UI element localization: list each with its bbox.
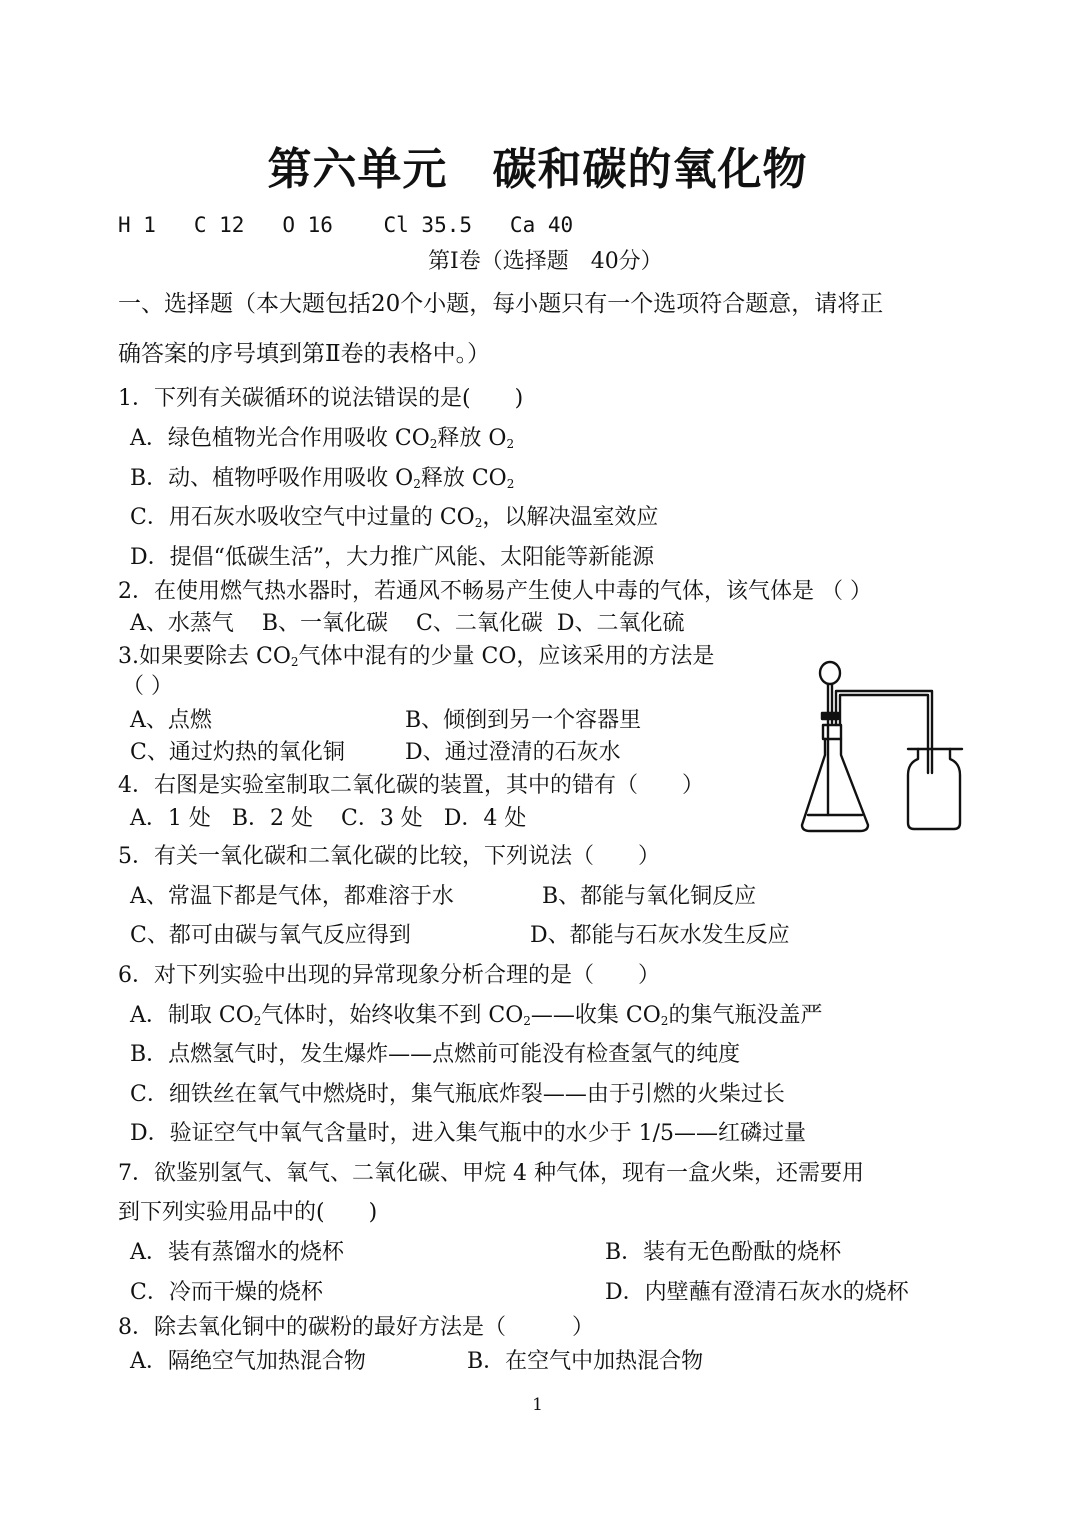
question-7-stem-line-1: 7．欲鉴别氢气、氧气、二氧化碳、甲烷 4 种气体，现有一盒火柴，还需要用 (118, 1161, 864, 1186)
section-instruction-line-1: 一、选择题（本大题包括20个小题，每小题只有一个选项符合题意，请将正 (118, 291, 884, 317)
section-instruction-line-2: 确答案的序号填到第Ⅱ卷的表格中。） (118, 341, 491, 367)
question-1-option-d: D．提倡“低碳生活”，大力推广风能、太阳能等新能源 (130, 545, 655, 570)
question-7-stem-line-2: 到下列实验用品中的( ) (118, 1200, 378, 1225)
question-8-option-a: A．隔绝空气加热混合物 (130, 1349, 366, 1374)
question-7-option-d: D．内壁蘸有澄清石灰水的烧杯 (605, 1280, 909, 1305)
question-3-stem: 3.如果要除去 $CO_2$气体中混有的少量 CO，应该采用的方法是 (118, 644, 715, 669)
question-8-option-b: B．在空气中加热混合物 (467, 1349, 704, 1374)
question-5-stem: 5．有关一氧化碳和二氧化碳的比较，下列说法（ ） (118, 844, 660, 869)
delivery-tube (836, 691, 932, 773)
page-title: 第六单元 碳和碳的氧化物 (267, 144, 808, 195)
funnel-bulb (820, 662, 840, 684)
question-4-options: A．1 处 B．2 处 C．3 处 D．4 处 (130, 806, 527, 831)
question-7-option-b: B．装有无色酚酞的烧杯 (605, 1240, 842, 1265)
question-1-option-b: B．动、植物呼吸作用吸收 $O_2$释放 $CO_2$ (130, 466, 515, 491)
question-3-option-b: B、倾倒到另一个容器里 (405, 708, 642, 733)
question-5-option-b: B、都能与氧化铜反应 (542, 884, 757, 909)
question-2-options: A、水蒸气 B、一氧化碳 C、二氧化碳 D、二氧化硫 (130, 611, 685, 636)
question-6-option-d: D．验证空气中氧气含量时，进入集气瓶中的水少于 1/5——红磷过量 (130, 1121, 807, 1146)
question-3-option-a: A、点燃 (130, 708, 212, 733)
question-6-stem: 6．对下列实验中出现的异常现象分析合理的是（ ） (118, 963, 660, 988)
page-number: 1 (532, 1395, 543, 1415)
question-1-option-a: A．绿色植物光合作用吸收 $CO_2$释放 $O_2$ (130, 426, 515, 451)
question-5-option-a: A、常温下都是气体，都难溶于水 (130, 884, 454, 909)
co2-apparatus-diagram (796, 655, 968, 835)
question-6-option-a: A．制取 $CO_2$气体时，始终收集不到 $CO_2——$收集 $CO_2$的集气瓶没盖严 (130, 1003, 823, 1028)
flask-stopper (823, 725, 841, 739)
question-5-option-c: C、都可由碳与氧气反应得到 (130, 923, 411, 948)
part-heading: 第Ⅰ卷（选择题 40分） (428, 249, 663, 274)
question-3-option-d: D、通过澄清的石灰水 (405, 740, 621, 765)
question-7-option-a: A．装有蒸馏水的烧杯 (130, 1240, 344, 1265)
question-5-option-d: D、都能与石灰水发生反应 (530, 923, 790, 948)
gas-collecting-bottle (908, 749, 960, 829)
question-6-option-c: C．细铁丝在氧气中燃烧时，集气瓶底炸裂——由于引燃的火柴过长 (130, 1082, 785, 1107)
question-6-option-b: B．点燃氢气时，发生爆炸——点燃前可能没有检查氢气的纯度 (130, 1042, 741, 1067)
question-1-option-c: C．用石灰水吸收空气中过量的 $CO_2$，以解决温室效应 (130, 505, 659, 530)
question-3-answer-paren: （ ） (122, 674, 173, 699)
question-8-stem: 8．除去氧化铜中的碳粉的最好方法是（ ） (118, 1315, 594, 1340)
question-3-option-c: C、通过灼热的氧化铜 (130, 740, 345, 765)
conical-flask (802, 739, 868, 831)
question-2-stem: 2．在使用燃气热水器时，若通风不畅易产生使人中毒的气体，该气体是 （ ） (118, 579, 872, 604)
atomic-masses: H 1 C 12 O 16 Cl 35.5 Ca 40 (118, 213, 574, 237)
question-7-option-c: C．冷而干燥的烧杯 (130, 1280, 323, 1305)
question-1-stem: 1．下列有关碳循环的说法错误的是( ) (118, 386, 524, 411)
question-4-stem: 4．右图是实验室制取二氧化碳的装置，其中的错有（ ） (118, 773, 704, 798)
